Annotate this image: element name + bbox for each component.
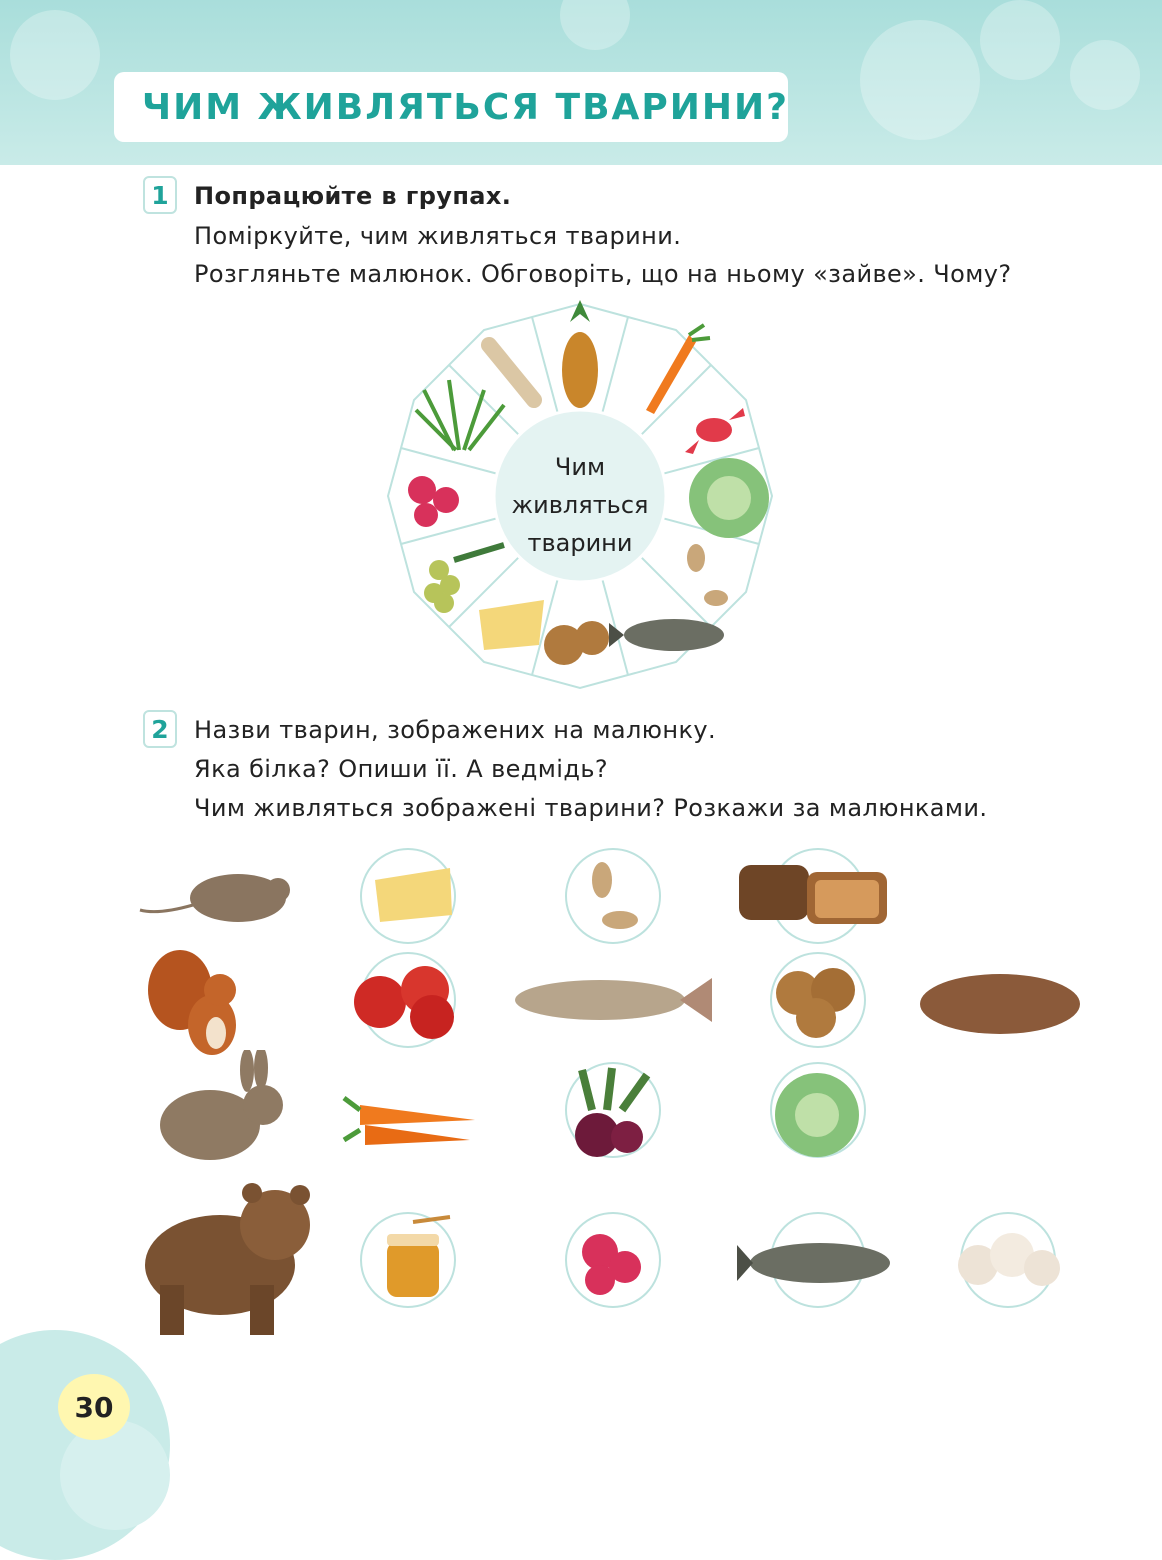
mushrooms-icon (950, 1230, 1065, 1295)
squirrel-icon (140, 945, 250, 1065)
food-wheel (384, 300, 776, 692)
bear-icon (140, 1175, 335, 1340)
bread-icon (737, 860, 892, 930)
task2-line: Чим живляться зображені тварини? Розкажи за малюнками. (194, 794, 988, 822)
page-number: 30 (58, 1374, 130, 1440)
task2-line: Яка білка? Опиши її. А ведмідь? (194, 755, 609, 783)
fish-icon (735, 1228, 895, 1298)
mouse-icon (138, 860, 298, 930)
buckwheat-icon (918, 962, 1083, 1037)
title-box (114, 72, 788, 142)
decor-bubble (980, 0, 1060, 80)
apples-icon (350, 962, 465, 1042)
task1-heading: Попрацюйте в групах. (194, 182, 512, 210)
fish-icon (510, 965, 715, 1035)
raspberries-icon (570, 1222, 655, 1302)
decor-bubble (1070, 40, 1140, 110)
decor-bubble (560, 0, 630, 50)
wheel-center-text: живляться (511, 491, 649, 519)
wheel-center-text: тварини (527, 529, 633, 557)
cabbage-icon (770, 1070, 865, 1160)
walnuts-icon (768, 958, 868, 1043)
task1-line: Поміркуйте, чим живляться тварини. (194, 222, 682, 250)
task1-line: Розгляньте малюнок. Обговоріть, що на ньому «зайве». Чому? (194, 260, 1012, 288)
page-title: ЧИМ ЖИВЛЯТЬСЯ ТВАРИНИ? (142, 86, 790, 128)
cabbage-icon (689, 458, 769, 538)
carrots-icon (340, 1075, 480, 1155)
beetroot-icon (562, 1065, 662, 1160)
pistachios-icon (580, 855, 650, 940)
task-number-2: 2 (143, 710, 177, 748)
rabbit-icon (155, 1050, 290, 1165)
decor-bubble (10, 10, 100, 100)
task2-line: Назви тварин, зображених на малюнку. (194, 716, 716, 744)
cheese-icon (370, 860, 460, 930)
decor-bubble (860, 20, 980, 140)
task-number-1: 1 (143, 176, 177, 214)
wheel-center-text: Чим (554, 453, 606, 481)
decor-blob (60, 1420, 170, 1530)
honey-icon (365, 1212, 465, 1312)
